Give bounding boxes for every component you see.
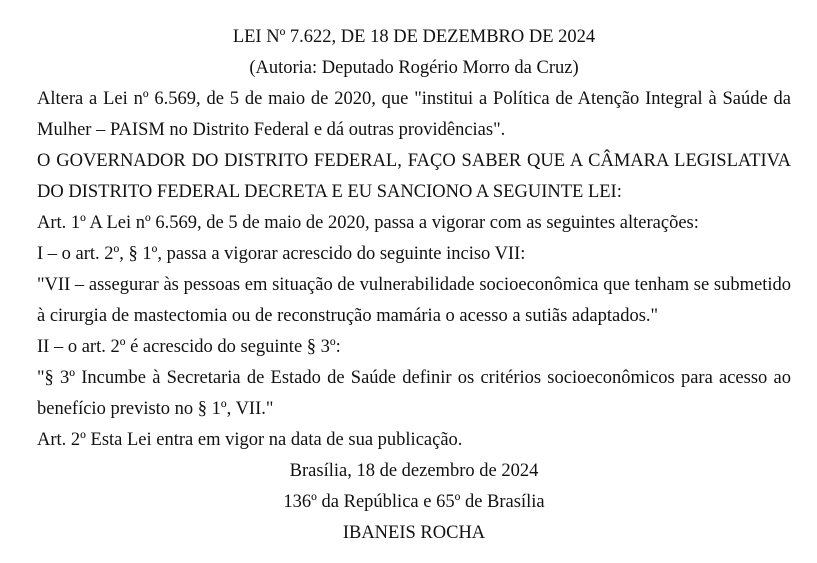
law-preamble: O GOVERNADOR DO DISTRITO FEDERAL, FAÇO SABER QUE A CÂMARA LEGISLATIVA DO DISTRITO FEDERAL DECRETA E EU SANCIONO A SEGUINTE LEI: — [37, 151, 791, 202]
item-2: II – o art. 2º é acrescido do seguinte § 3º: — [37, 337, 341, 357]
law-title: LEI Nº 7.622, DE 18 DE DEZEMBRO DE 2024 — [232, 27, 596, 47]
place-date: Brasília, 18 de dezembro de 2024 — [289, 461, 539, 481]
item-1: I – o art. 2º, § 1º, passa a vigorar acrescido do seguinte inciso VII: — [37, 244, 526, 264]
item-1-text: "VII – assegurar às pessoas em situação de vulnerabilidade socioeconômica que tenham se submetido à cirurgia de mastectomia ou de reconstrução mamária o acesso a sutiãs adaptados." — [37, 275, 791, 326]
item-2-text: "§ 3º Incumbe à Secretaria de Estado de Saúde definir os critérios socioeconômicos para acesso ao benefício previsto no § 1º, VII." — [37, 368, 791, 419]
republic-year: 136º da República e 65º de Brasília — [283, 492, 545, 512]
article-2: Art. 2º Esta Lei entra em vigor na data de sua publicação. — [37, 430, 463, 450]
law-authorship: (Autoria: Deputado Rogério Morro da Cruz) — [249, 58, 579, 78]
law-ementa: Altera a Lei nº 6.569, de 5 de maio de 2020, que "institui a Política de Atenção Integral à Saúde da Mulher – PAISM no Distrito Federal e dá outras providências". — [37, 89, 791, 140]
signature: IBANEIS ROCHA — [342, 523, 486, 543]
article-1: Art. 1º A Lei nº 6.569, de 5 de maio de 2020, passa a vigorar com as seguintes alterações: — [37, 213, 699, 233]
